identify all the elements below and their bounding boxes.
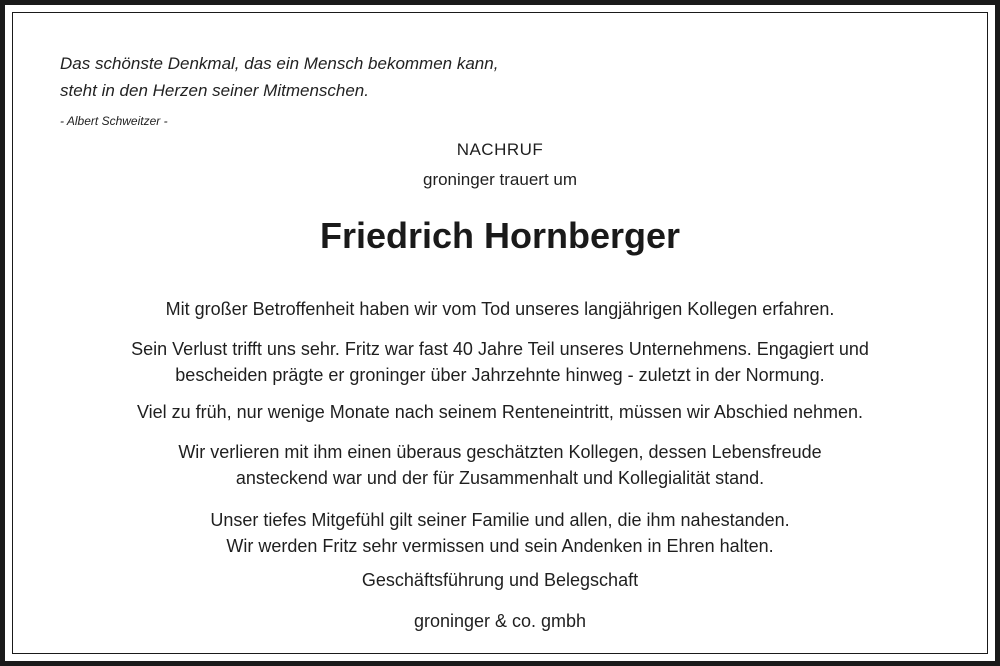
paragraph-line: Wir werden Fritz sehr vermissen und sein Andenken in Ehren halten. [226, 536, 774, 556]
paragraph-5 [0, 507, 1000, 559]
paragraph-3 [0, 399, 1000, 425]
motto-line-2: steht in den Herzen seiner Mitmenschen. [60, 81, 369, 100]
paragraph-line: bescheiden prägte er groninger über Jahrzehnte hinweg - zuletzt in der Normung. [175, 365, 825, 385]
motto-author: - Albert Schweitzer - [60, 114, 168, 128]
obituary-subheading: groninger trauert um [422, 170, 578, 189]
paragraph-2 [0, 336, 1000, 388]
paragraph-line: Wir verlieren mit ihm einen überaus geschätzten Kollegen, dessen Lebensfreude [178, 442, 822, 462]
paragraph-line: Sein Verlust trifft uns sehr. Fritz war fast 40 Jahre Teil unseres Unternehmens. Engagiert und [131, 339, 869, 359]
paragraph-line: Viel zu früh, nur wenige Monate nach seinem Renteneintritt, müssen wir Abschied nehmen. [136, 402, 864, 422]
paragraph-4 [0, 439, 1000, 491]
motto-line-1: Das schönste Denkmal, das ein Mensch bekommen kann, [60, 54, 499, 73]
signature: Geschäftsführung und Belegschaft [361, 570, 639, 590]
paragraph-line: Mit großer Betroffenheit haben wir vom Tod unseres langjährigen Kollegen erfahren. [165, 299, 835, 319]
paragraph-line: Unser tiefes Mitgefühl gilt seiner Familie und allen, die ihm nahestanden. [210, 510, 790, 530]
deceased-name: Friedrich Hornberger [319, 215, 681, 256]
motto-quote [60, 50, 498, 104]
obituary-heading: NACHRUF [456, 140, 544, 159]
company-name: groninger & co. gmbh [413, 611, 587, 631]
paragraph-1 [0, 296, 1000, 322]
paragraph-line: ansteckend war und der für Zusammenhalt und Kollegialität stand. [235, 468, 765, 488]
